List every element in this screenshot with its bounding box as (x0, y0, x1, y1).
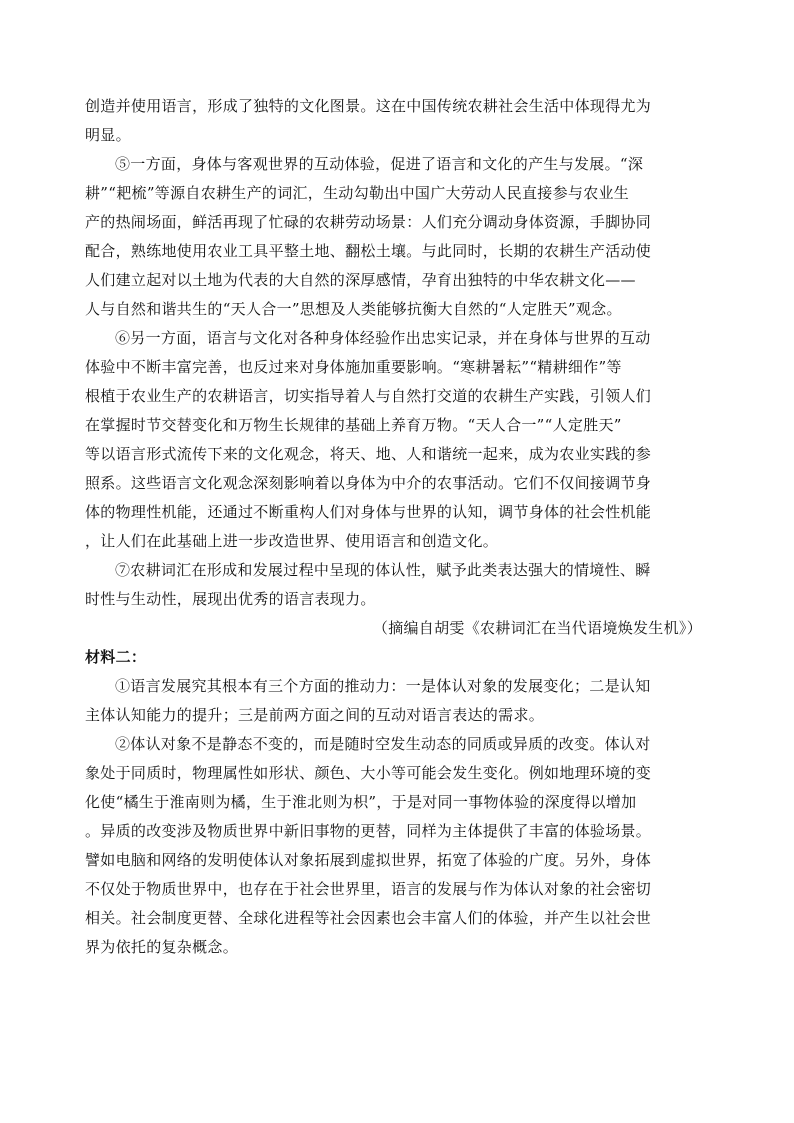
document-page (85, 92, 710, 962)
text-line: 人与自然和谐共生的“天人合一”思想及人类能够抗衡大自然的“人定胜天”观念。 (85, 300, 622, 318)
text-line: 耕”“耙梳”等源自农耕生产的词汇，生动勾勒出中国广大劳动人民直接参与农业生 (85, 184, 630, 202)
text-line: 明显。 (85, 126, 131, 144)
text-line: 譬如电脑和网络的发明使体认对象拓展到虚拟世界，拓宽了体验的广度。另外，身体 (85, 851, 652, 869)
text-line: 界为依托的复杂概念。 (85, 938, 239, 956)
paragraph-5-first-line: ⑤一方面，身体与客观世界的互动体验，促进了语言和文化的产生与发展。“深 (115, 155, 644, 173)
text-line: 体验中不断丰富完善，也反过来对身体施加重要影响。“寒耕暑耘”“精耕细作”等 (85, 358, 622, 376)
paragraph-6-first-line: ⑥另一方面，语言与文化对各种身体经验作出忠实记录，并在身体与世界的互动 (115, 329, 651, 347)
text-line: 象处于同质时，物理属性如形状、颜色、大小等可能会发生变化。例如地理环境的变 (85, 764, 652, 782)
text-line: 等以语言形式流传下来的文化观念，将天、地、人和谐统一起来，成为农业实践的参 (85, 445, 652, 463)
paragraph-2-first-line: ②体认对象不是静态不变的，而是随时空发生动态的同质或异质的改变。体认对 (115, 735, 651, 753)
text-line: 人们建立起对以土地为代表的大自然的深厚感情，孕育出独特的中华农耕文化—— (85, 271, 636, 289)
text-line: 主体认知能力的提升；三是前两方面之间的互动对语言表达的需求。 (85, 706, 545, 724)
text-line: 。异质的改变涉及物质世界中新旧事物的更替，同样为主体提供了丰富的体验场景。 (85, 822, 652, 840)
text-line: 相关。社会制度更替、全球化进程等社会因素也会丰富人们的体验，并产生以社会世 (85, 909, 652, 927)
text-line: 照系。这些语言文化观念深刻影响着以身体为中介的农事活动。它们不仅间接调节身 (85, 474, 652, 492)
text-line: 时性与生动性，展现出优秀的语言表现力。 (85, 590, 376, 608)
text-line: ，让人们在此基础上进一步改造世界、使用语言和创造文化。 (85, 532, 499, 550)
text-line: 化使“橘生于淮南则为橘，生于淮北则为枳”，于是对同一事物体验的深度得以增加 (85, 793, 637, 811)
text-line: 产的热闹场面，鲜活再现了忙碌的农耕劳动场景：人们充分调动身体资源，手脚协同 (85, 213, 652, 231)
text-line: 不仅处于物质世界中，也存在于社会世界里，语言的发展与作为体认对象的社会密切 (85, 880, 652, 898)
text-line: 创造并使用语言，形成了独特的文化图景。这在中国传统农耕社会生活中体现得尤为 (85, 97, 652, 115)
text-line: 根植于农业生产的农耕语言，切实指导着人与自然打交道的农耕生产实践，引领人们 (85, 387, 652, 405)
paragraph-7-first-line: ⑦农耕词汇在形成和发展过程中呈现的体认性，赋予此类表达强大的情境性、瞬 (115, 561, 651, 579)
material-two-heading: 材料二： (85, 648, 147, 666)
text-line: 配合，熟练地使用农业工具平整土地、翻松土壤。与此同时，长期的农耕生产活动使 (85, 242, 652, 260)
source-citation: （摘编自胡雯《农耕词汇在当代语境焕发生机》） (372, 619, 702, 637)
paragraph-1-first-line: ①语言发展究其根本有三个方面的推动力：一是体认对象的发展变化；二是认知 (115, 677, 651, 695)
text-line: 在掌握时节交替变化和万物生长规律的基础上养育万物。“天人合一”“人定胜天” (85, 416, 622, 434)
text-line: 体的物理性机能，还通过不断重构人们对身体与世界的认知，调节身体的社会性机能 (85, 503, 652, 521)
